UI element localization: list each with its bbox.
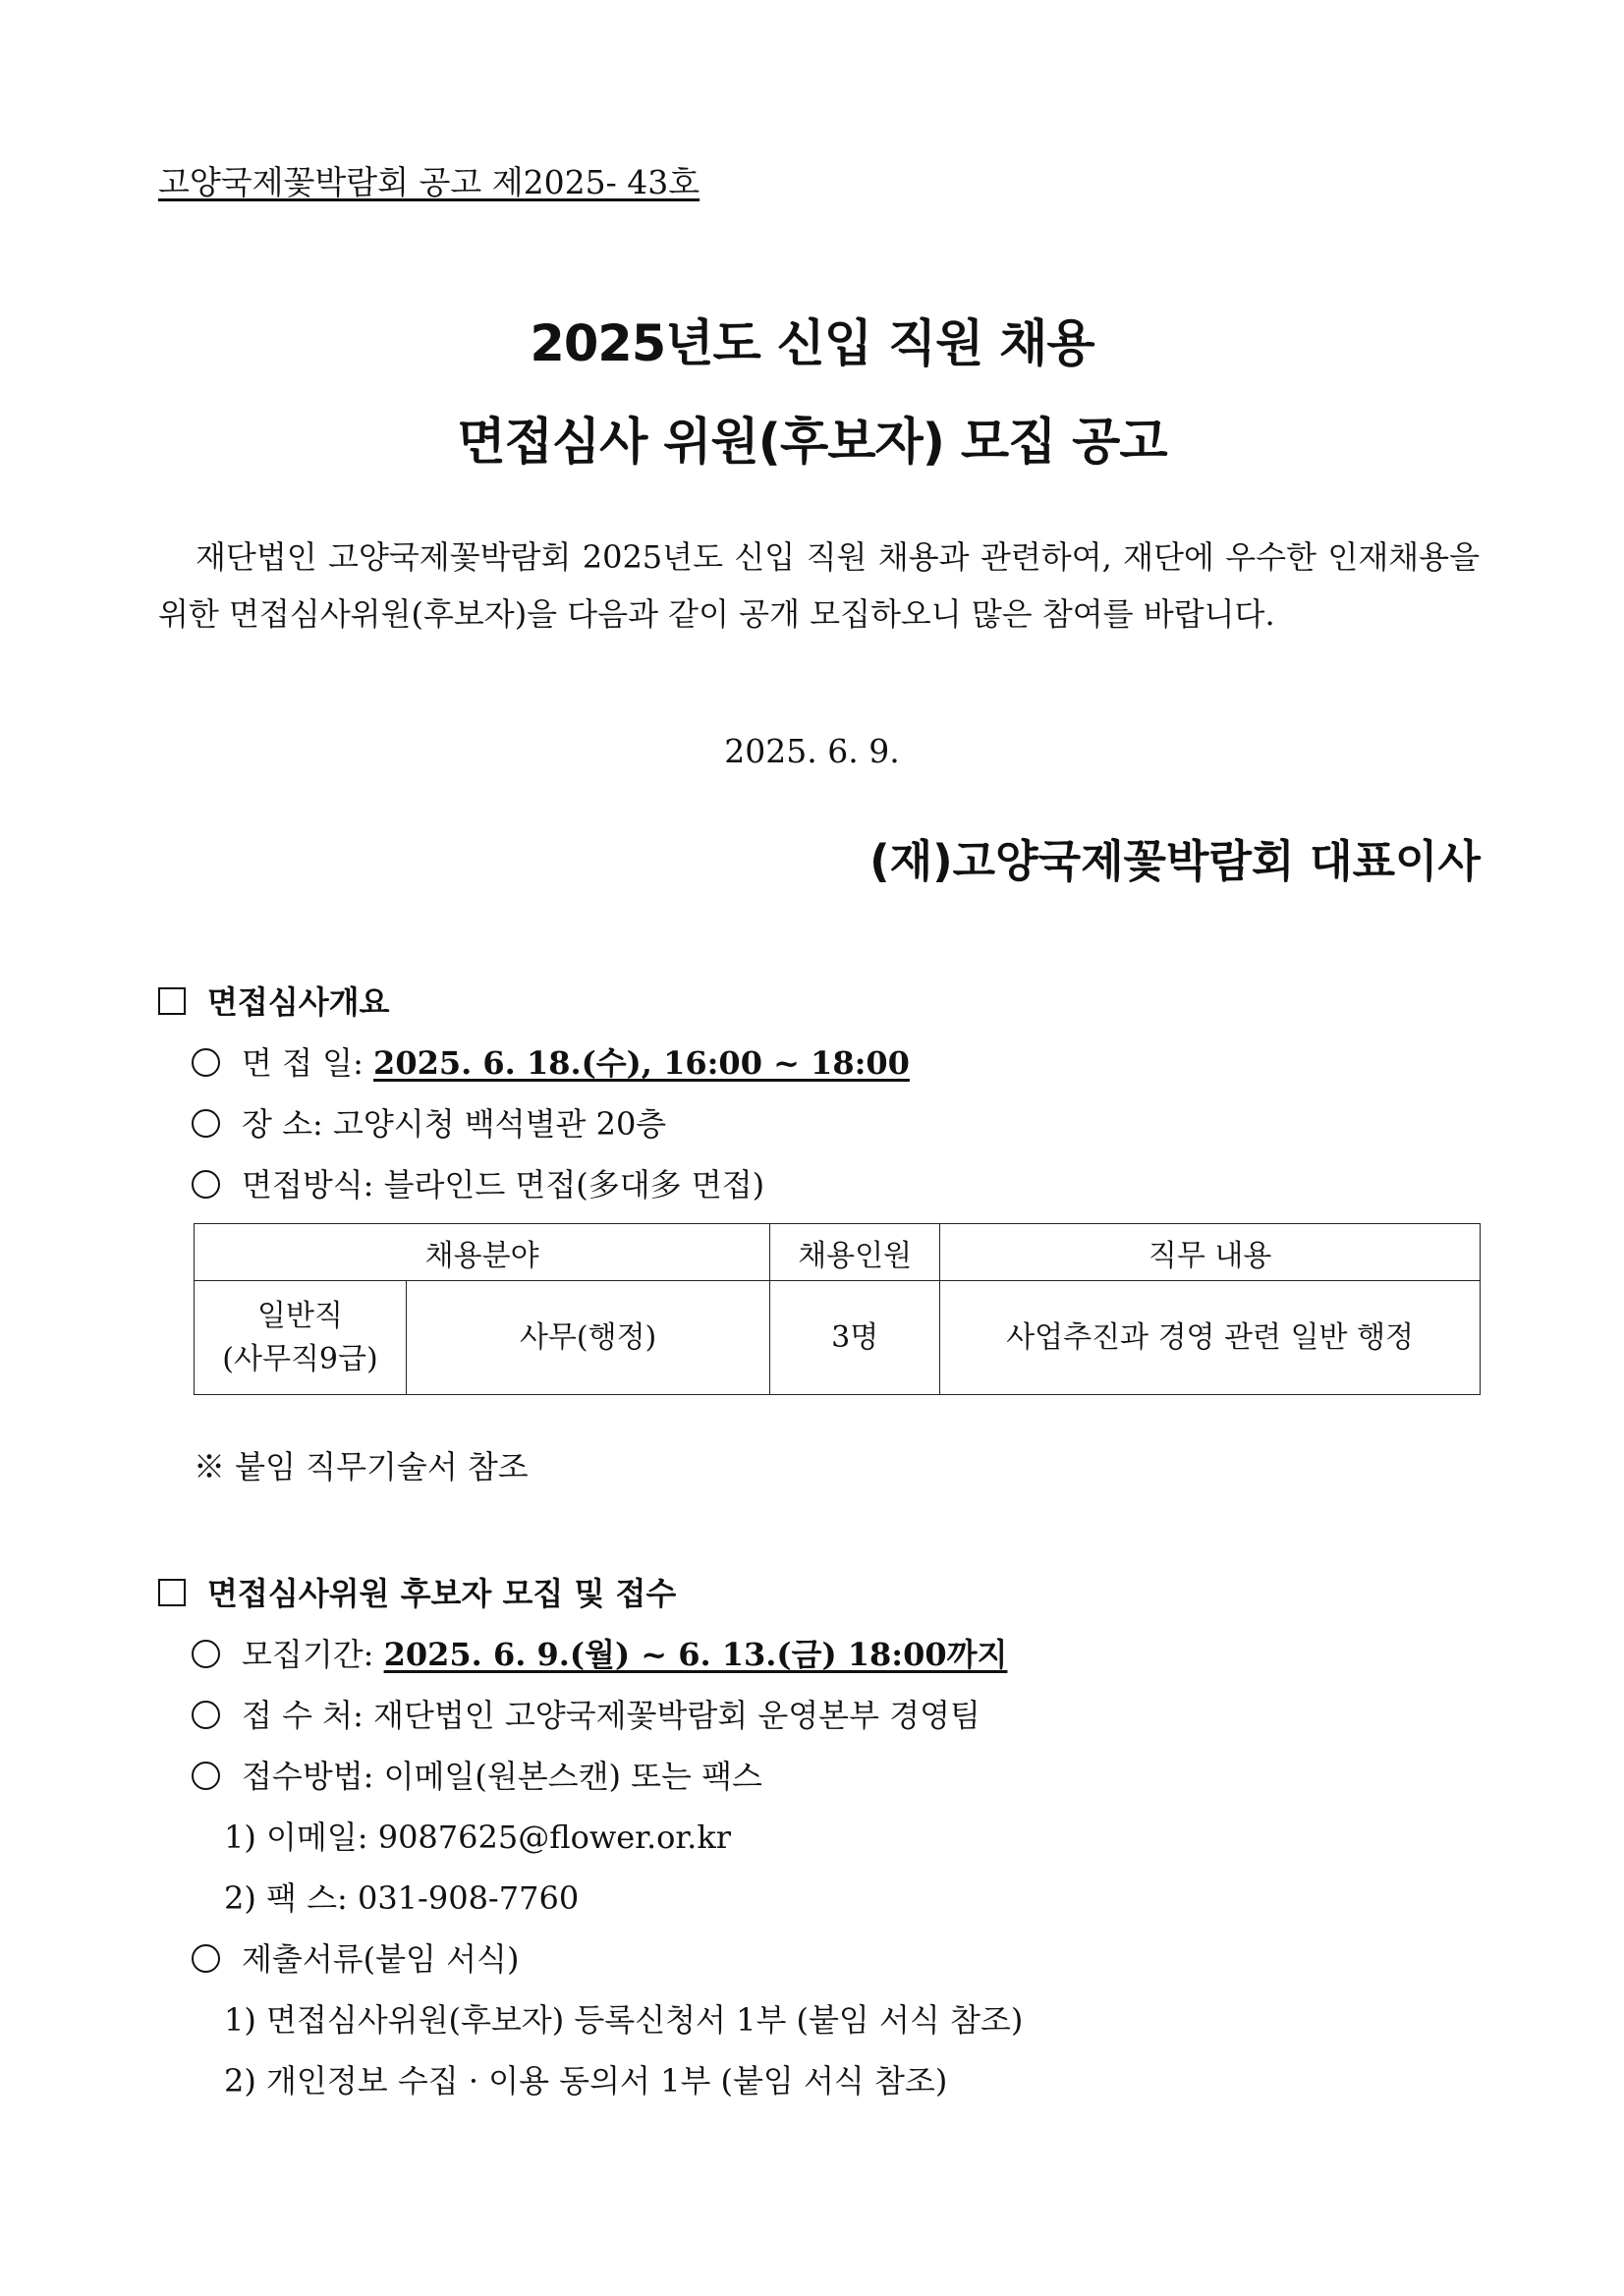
issuer: (재)고양국제꽃박람회 대표이사 [869,835,1481,887]
period-item [192,1630,1007,1675]
submit-method-item [192,1752,762,1797]
cell-category [195,1281,407,1395]
circle-bullet-icon [192,1170,220,1199]
notice-number: 고양국제꽃박람회 공고 제2025- 43호 [158,163,700,201]
period-label: 모집기간: [242,1636,374,1673]
interview-date-label: 면 접 일: [242,1044,364,1082]
location-label: 장 소: [242,1105,323,1143]
circle-bullet-icon [192,1701,220,1729]
header-category: 채용분야 [195,1224,770,1281]
location-value: 고양시청 백석별관 20층 [332,1105,667,1143]
circle-bullet-icon [192,1944,220,1973]
method-label: 면접방식: [242,1166,374,1204]
documents-item [192,1934,519,1980]
location-item [192,1099,666,1145]
table-row [195,1281,1481,1395]
page-title-line1: 2025년도 신입 직원 채용 [530,315,1094,373]
circle-bullet-icon [192,1109,220,1138]
email-line: 1) 이메일: 9087625@flower.or.kr [224,1819,732,1856]
interview-date-item [192,1038,910,1084]
cell-count: 3명 [770,1281,940,1395]
checkbox-square-icon [158,987,186,1015]
checkbox-square-icon [158,1579,186,1606]
submit-method-value: 이메일(원본스캔) 또는 팩스 [383,1758,762,1795]
job-description-note: ※ 붙임 직무기술서 참조 [194,1448,529,1485]
circle-bullet-icon [192,1048,220,1077]
submit-method-label: 접수방법: [242,1758,374,1795]
method-value: 블라인드 면접(多대多 면접) [383,1166,765,1204]
circle-bullet-icon [192,1640,220,1668]
cell-field: 사무(행정) [407,1281,770,1395]
category-line2: (사무직9급) [222,1341,378,1376]
period-value: 2025. 6. 9.(월) ~ 6. 13.(금) 18:00까지 [383,1636,1008,1673]
intro-paragraph: 재단법인 고양국제꽃박람회 2025년도 신입 직원 채용과 관련하여, 재단에 우수한 인재채용을 위한 면접심사위원(후보자)을 다음과 같이 공개 모집하오니 많은 참여를 바랍니다. [158,538,1480,633]
cell-duty: 사업추진과 경영 관련 일반 행정 [940,1281,1481,1395]
section-recruit-heading: 면접심사위원 후보자 모집 및 접수 [158,1569,676,1614]
section-overview-heading: 면접심사개요 [158,978,389,1023]
header-duty: 직무 내용 [940,1224,1481,1281]
method-item [192,1160,764,1205]
page-title-line2: 면접심사 위원(후보자) 모집 공고 [457,414,1167,472]
jobs-table [194,1223,1481,1395]
office-item [192,1691,980,1736]
category-line1: 일반직 [257,1298,343,1333]
documents-label: 제출서류(붙임 서식) [242,1940,520,1978]
notice-date: 2025. 6. 9. [724,732,900,770]
office-value: 재단법인 고양국제꽃박람회 운영본부 경영팀 [373,1697,980,1734]
document-2: 2) 개인정보 수집 · 이용 동의서 1부 (붙임 서식 참조) [224,2062,948,2100]
header-count: 채용인원 [770,1224,940,1281]
fax-line: 2) 팩 스: 031-908-7760 [224,1879,580,1917]
interview-date-value: 2025. 6. 18.(수), 16:00 ~ 18:00 [373,1044,910,1082]
office-label: 접 수 처: [242,1697,364,1734]
document-1: 1) 면접심사위원(후보자) 등록신청서 1부 (붙임 서식 참조) [224,2001,1024,2039]
circle-bullet-icon [192,1762,220,1790]
table-header-row [195,1224,1481,1281]
